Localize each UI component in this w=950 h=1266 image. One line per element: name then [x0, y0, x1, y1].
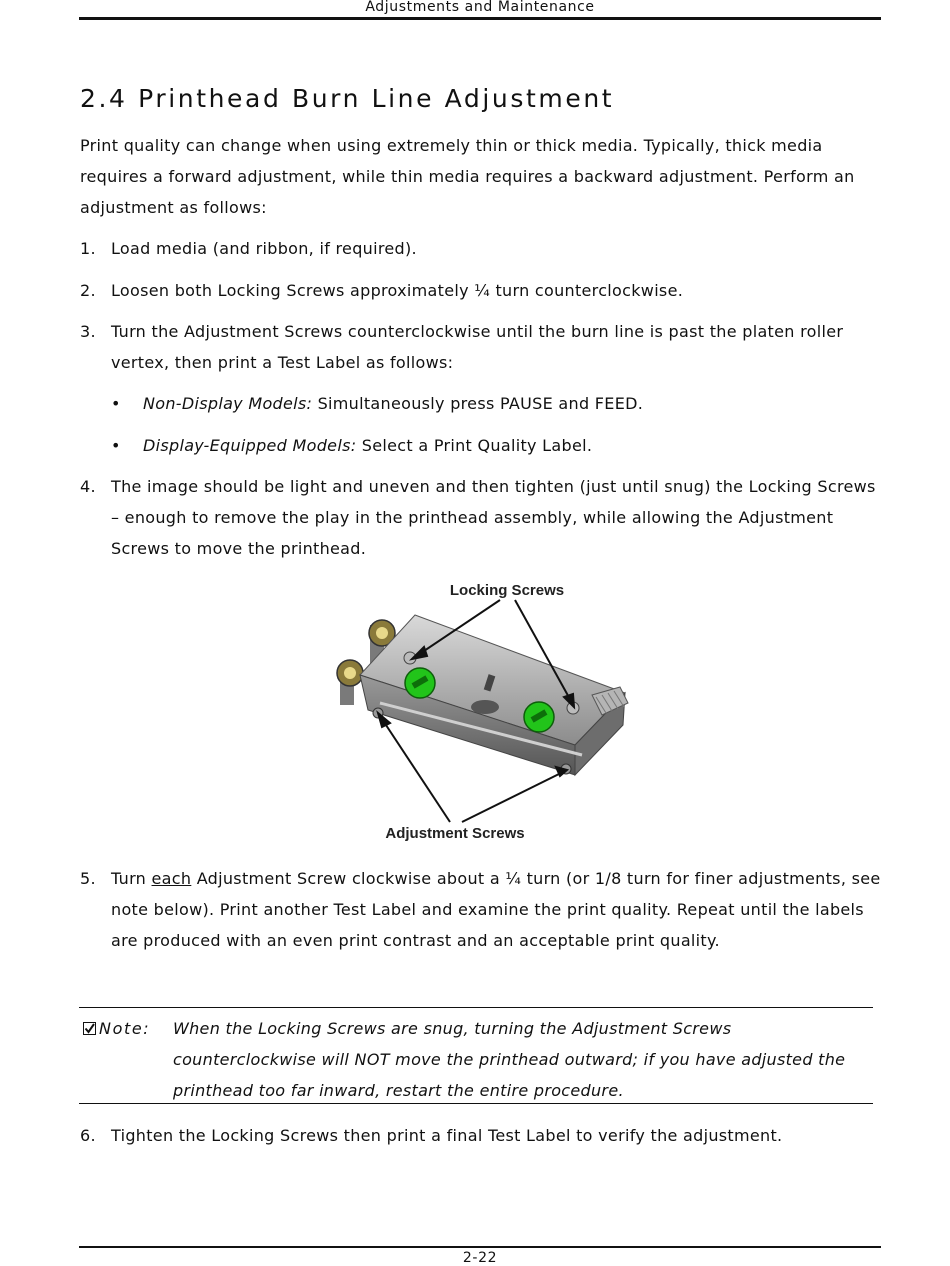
section-title: 2.4 Printhead Burn Line Adjustment	[80, 84, 615, 113]
bullet-symbol: •	[111, 394, 121, 413]
step-text: Turn the Adjustment Screws counterclockwise until the burn line is past the platen roller vertex, then print a Test Label as follows:	[111, 322, 844, 372]
bullet-body: Select a Print Quality Label.	[356, 436, 593, 455]
bullet-label: Non-Display Models:	[143, 394, 313, 413]
page-number: 2-22	[462, 1250, 498, 1266]
bullet-text	[143, 430, 863, 461]
emphasis-each: each	[151, 869, 192, 888]
step-number: 4.	[80, 477, 96, 496]
checkbox-icon	[83, 1022, 96, 1035]
page-header	[79, 0, 881, 20]
adjustment-screws-label: Adjustment Screws	[385, 825, 525, 842]
locking-screws-label: Locking Screws	[449, 582, 565, 599]
step-text: Loosen both Locking Screws approximately ¼ turn counterclockwise.	[111, 281, 684, 300]
step-number: 2.	[80, 281, 96, 300]
step-text: The image should be light and uneven and then tighten (just until snug) the Locking Screws – enough to remove the play in the printhead assembly, while allowing the Adjustment Screws to move the printhead.	[111, 477, 876, 558]
page-footer	[79, 1246, 881, 1266]
header-title: Adjustments and Maintenance	[365, 0, 595, 15]
note-label: Note:	[83, 1013, 150, 1044]
step-number: 5.	[80, 869, 96, 888]
step-number: 6.	[80, 1126, 96, 1145]
note-box	[79, 1007, 873, 1104]
bullet-label: Display-Equipped Models:	[143, 436, 357, 455]
bullet-text	[143, 388, 863, 419]
note-text: When the Locking Screws are snug, turning the Adjustment Screws counterclockwise will NOT move the printhead outward; if you have adjusted the printhead too far inward, restart the entire procedure.	[173, 1019, 846, 1100]
bullet-symbol: •	[111, 436, 121, 455]
step-text: Load media (and ribbon, if required).	[111, 239, 417, 258]
intro-paragraph: Print quality can change when using extremely thin or thick media. Typically, thick media requires a forward adjustment, while thin media requires a backward adjustment. Perform an adjustment as follows:	[80, 136, 855, 217]
step-number: 3.	[80, 322, 96, 341]
step-number: 1.	[80, 239, 96, 258]
printhead-figure	[320, 575, 640, 850]
step-text: Tighten the Locking Screws then print a final Test Label to verify the adjustment.	[111, 1126, 783, 1145]
bullet-body: Simultaneously press PAUSE and FEED.	[312, 394, 644, 413]
printhead-assembly	[360, 615, 628, 775]
step-text: Turn each Adjustment Screw clockwise about a ¼ turn (or 1/8 turn for finer adjustments, see note below). Print another Test Label and examine the print quality. Repeat until the labels are produced with an even print contrast and an acceptable print quality.	[111, 869, 881, 950]
